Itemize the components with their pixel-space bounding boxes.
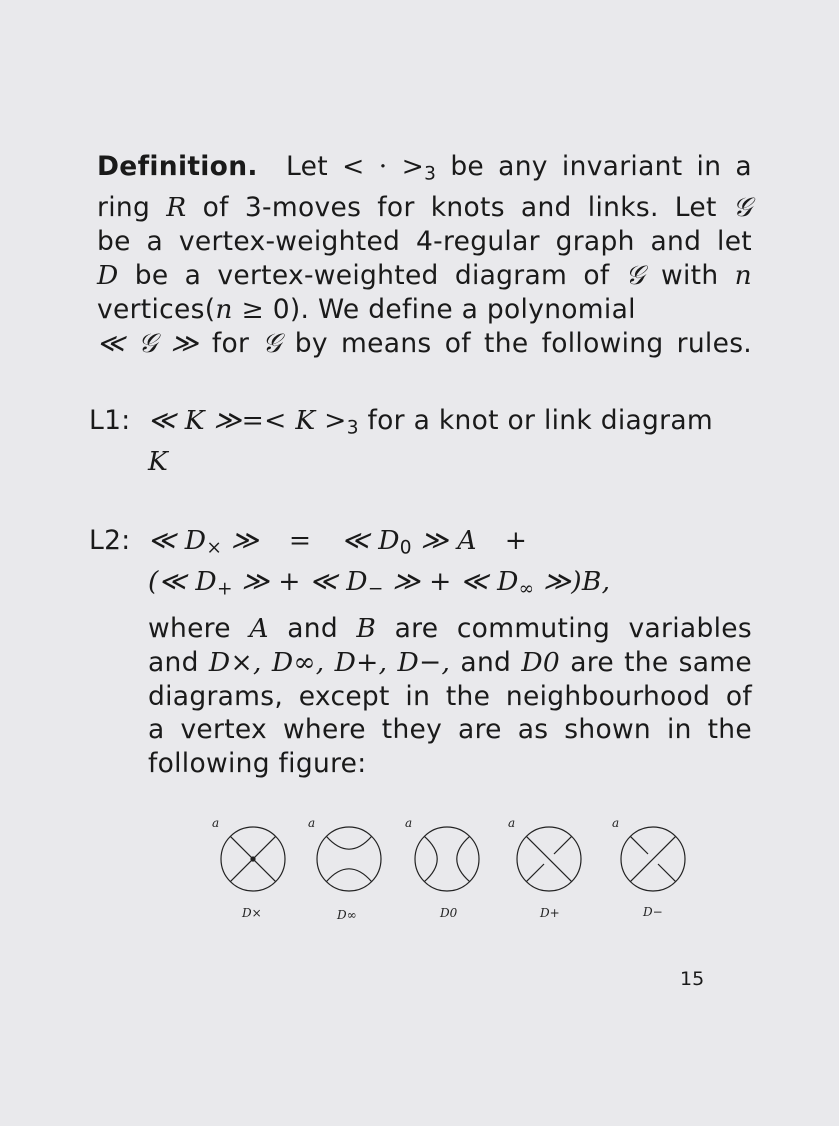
subscript: 3 — [346, 417, 359, 439]
definition-line-5 — [97, 293, 752, 327]
rule-l2-equation-line-2 — [89, 565, 752, 606]
explanation-line-5: following figure: — [148, 748, 367, 780]
diagram-d-times — [212, 816, 285, 920]
rule-label: L2: — [89, 525, 131, 556]
diagram-d-plus — [508, 816, 581, 920]
subscript: − — [367, 579, 384, 601]
explanation-line-4: a vertex where they are as shown in the — [148, 714, 752, 746]
definition-line-3: be a vertex-weighted 4-regular graph and let — [97, 226, 752, 258]
math-expression: ≪ K ≫=< K > — [148, 405, 347, 436]
text: and — [148, 646, 199, 678]
vertex-dot — [250, 856, 255, 861]
subscript: 3 — [424, 163, 437, 185]
text: for a knot or link diagram — [367, 405, 714, 436]
rule-label: L1: — [89, 405, 131, 436]
math-D: D — [97, 260, 119, 292]
rule-l2 — [89, 524, 752, 607]
math-n: n — [734, 260, 752, 292]
weight-label: a — [405, 816, 413, 830]
text: are commuting variables — [394, 613, 752, 644]
text: are the same — [570, 646, 752, 678]
math-B: B — [356, 613, 377, 644]
math: ≫ A — [411, 525, 477, 556]
definition-heading: Definition. — [97, 151, 258, 182]
math-A: A — [249, 613, 269, 644]
weight-label: a — [308, 816, 316, 830]
explanation-line-3: diagrams, except in the neighbourhood of — [148, 680, 752, 712]
text: ). We define a polynomial — [289, 293, 636, 325]
math: ≫ — [222, 525, 259, 556]
text: of 3-moves for knots and links. Let — [202, 192, 717, 224]
math: ≪ D — [341, 525, 400, 556]
math: (≪ D — [148, 566, 217, 598]
math: ≫ + ≪ D — [383, 566, 519, 598]
diagram-d-infinity — [308, 816, 381, 922]
explanation-line-2 — [148, 646, 752, 680]
math: ≫)B, — [534, 566, 611, 598]
rule-l1-line-1 — [89, 404, 752, 445]
text: vertices( — [97, 293, 216, 325]
diagram-label: D0 — [440, 906, 458, 920]
math-polynomial: ≪ 𝒢 ≫ — [97, 327, 199, 359]
math: ≪ D — [148, 525, 207, 556]
subscript: × — [206, 537, 223, 559]
diagram-label: D+ — [540, 906, 560, 920]
math-diagram-list: D×, D∞, D+, D−, — [208, 646, 451, 678]
definition-line-4 — [97, 259, 752, 293]
diagram-d-zero — [405, 816, 479, 920]
text: ring — [97, 192, 151, 224]
diagram-label: D∞ — [337, 908, 357, 922]
definition-paragraph — [97, 150, 752, 360]
weight-label: a — [612, 816, 620, 830]
vertex-diagrams-figure — [200, 810, 700, 930]
rule-l1 — [89, 404, 752, 479]
rule-l2-explanation — [148, 612, 752, 781]
math-D0: D0 — [521, 646, 561, 678]
text: and — [460, 646, 512, 678]
text: with — [661, 260, 719, 292]
math-G: 𝒢 — [732, 192, 752, 224]
definition-line-1 — [97, 150, 752, 191]
page-number: 15 — [680, 968, 705, 990]
math-G: 𝒢 — [262, 327, 282, 359]
weight-label: a — [212, 816, 220, 830]
subscript: 0 — [399, 537, 412, 559]
diagram-label: D× — [242, 906, 262, 920]
text: be a vertex-weighted diagram of — [134, 260, 610, 292]
text: for — [211, 327, 250, 359]
text: by means of the following rules. — [294, 327, 753, 359]
definition-line-6 — [97, 327, 752, 361]
diagram-d-minus — [612, 816, 685, 919]
text: be any invariant in a — [450, 151, 752, 182]
definition-line-2 — [97, 191, 752, 225]
diagram-label: D− — [643, 905, 663, 919]
rule-l1-line-2: K — [148, 446, 169, 478]
math-inequality: n ≥ — [215, 293, 273, 325]
explanation-line-1 — [148, 612, 752, 646]
weight-label: a — [508, 816, 516, 830]
math-bracket: < · > — [342, 151, 425, 182]
subscript: ∞ — [518, 579, 535, 601]
text: Let — [286, 151, 328, 182]
math-G: 𝒢 — [625, 260, 645, 292]
equals-sign: = — [288, 525, 312, 556]
text: 0 — [272, 293, 290, 325]
math-R: R — [166, 192, 187, 224]
plus-sign: + — [504, 525, 528, 556]
text: where — [148, 613, 231, 644]
subscript: + — [216, 579, 233, 601]
rule-l2-equation-line-1 — [89, 524, 752, 565]
text: and — [287, 613, 338, 644]
math: ≫ + ≪ D — [232, 566, 368, 598]
